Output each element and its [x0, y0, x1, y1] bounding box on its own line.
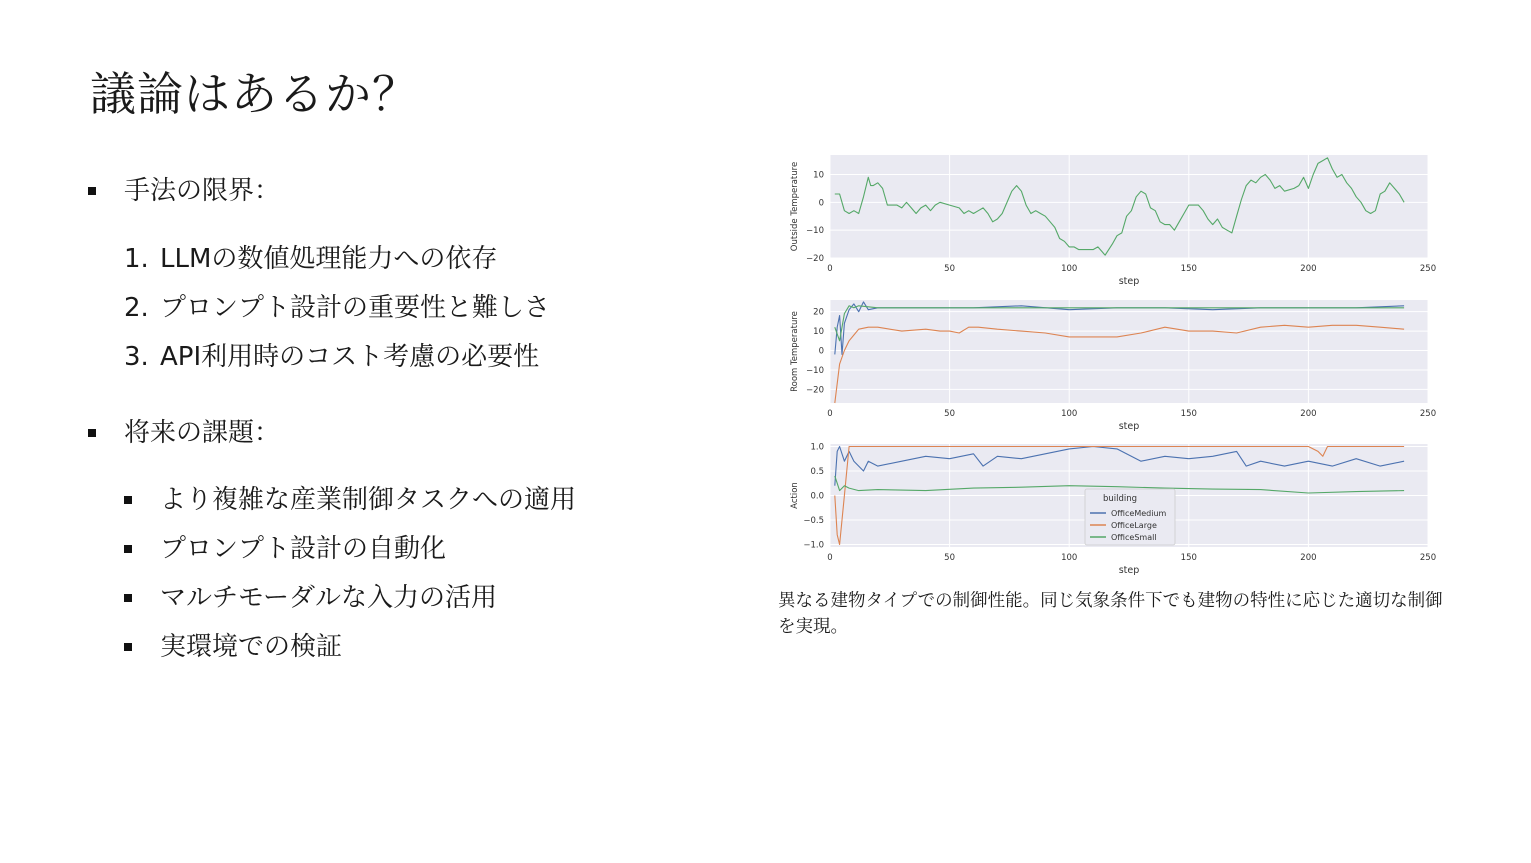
- section-bullet: [88, 187, 96, 195]
- x-tick-label: 150: [1180, 553, 1197, 563]
- plot-area: [830, 300, 1428, 403]
- item-bullet: [124, 545, 132, 553]
- list-item: より複雑な産業制御タスクへの適用: [160, 485, 577, 515]
- legend-title: building: [1102, 494, 1138, 504]
- legend-entry: OfficeMedium: [1111, 509, 1167, 518]
- y-tick-label: −0.5: [803, 516, 824, 527]
- y-tick-label: −10: [806, 226, 824, 237]
- y-tick-label: −20: [806, 254, 824, 264]
- building-control-figure: [780, 148, 1440, 588]
- slide-title: 議論はあるか？: [90, 67, 419, 121]
- x-tick-label: 250: [1419, 409, 1437, 419]
- list-item: プロンプト設計の自動化: [160, 534, 447, 564]
- list-marker: 2.: [124, 293, 149, 323]
- y-tick-label: 0.0: [810, 491, 824, 502]
- legend-entry: OfficeLarge: [1111, 521, 1157, 530]
- x-tick-label: 200: [1300, 553, 1317, 563]
- list-item: マルチモーダルな入力の活用: [160, 583, 497, 613]
- x-tick-label: 150: [1180, 409, 1197, 419]
- plot-area: [830, 155, 1428, 258]
- x-tick-label: 50: [944, 409, 956, 419]
- x-tick-label: 0: [827, 264, 833, 274]
- x-tick-label: 0: [827, 409, 833, 419]
- y-tick-label: 10: [813, 170, 824, 181]
- x-tick-label: 250: [1419, 264, 1437, 274]
- x-tick-label: 50: [944, 264, 956, 274]
- y-tick-label: 10: [813, 327, 824, 338]
- y-tick-label: −10: [806, 365, 824, 376]
- legend: [1085, 489, 1175, 545]
- x-axis-label: step: [1118, 421, 1140, 432]
- item-bullet: [124, 594, 132, 602]
- section-heading: 将来の課題：: [124, 418, 281, 448]
- x-tick-label: 100: [1061, 409, 1078, 419]
- chart-panel: [790, 155, 1436, 287]
- y-axis-label: Room Temperature: [790, 311, 800, 392]
- list-item: LLMの数値処理能力への依存: [160, 244, 498, 274]
- chart-panel: [790, 300, 1436, 432]
- chart-panel: [790, 442, 1436, 576]
- x-tick-label: 0: [827, 553, 833, 563]
- y-tick-label: −1.0: [803, 540, 824, 551]
- legend-entry: OfficeSmall: [1111, 533, 1157, 542]
- x-tick-label: 200: [1300, 264, 1317, 274]
- x-tick-label: 50: [944, 553, 956, 563]
- x-axis-label: step: [1118, 276, 1140, 287]
- x-tick-label: 250: [1419, 553, 1437, 563]
- x-tick-label: 150: [1180, 264, 1197, 274]
- y-tick-label: 0: [818, 198, 824, 209]
- list-marker: 3.: [124, 342, 149, 372]
- list-item: プロンプト設計の重要性と難しさ: [160, 293, 551, 323]
- y-tick-label: 0: [818, 346, 824, 357]
- y-tick-label: 20: [813, 307, 824, 318]
- figure-caption: 異なる建物タイプでの制御性能。同じ気象条件下でも建物の特性に応じた適切な制御を実現。: [778, 591, 1443, 637]
- y-tick-label: 1.0: [810, 442, 824, 453]
- list-item: API利用時のコスト考慮の必要性: [160, 342, 540, 372]
- list-item: 実環境での検証: [160, 632, 343, 662]
- item-bullet: [124, 496, 132, 504]
- y-axis-label: Outside Temperature: [790, 161, 800, 252]
- section-bullet: [88, 429, 96, 437]
- section-heading: 手法の限界：: [124, 176, 281, 206]
- x-axis-label: step: [1118, 565, 1140, 576]
- x-tick-label: 100: [1061, 264, 1078, 274]
- x-tick-label: 100: [1061, 553, 1078, 563]
- list-marker: 1.: [124, 244, 149, 274]
- y-axis-label: Action: [790, 482, 800, 509]
- y-tick-label: 0.5: [810, 466, 824, 477]
- y-tick-label: −20: [806, 385, 824, 396]
- x-tick-label: 200: [1300, 409, 1317, 419]
- item-bullet: [124, 643, 132, 651]
